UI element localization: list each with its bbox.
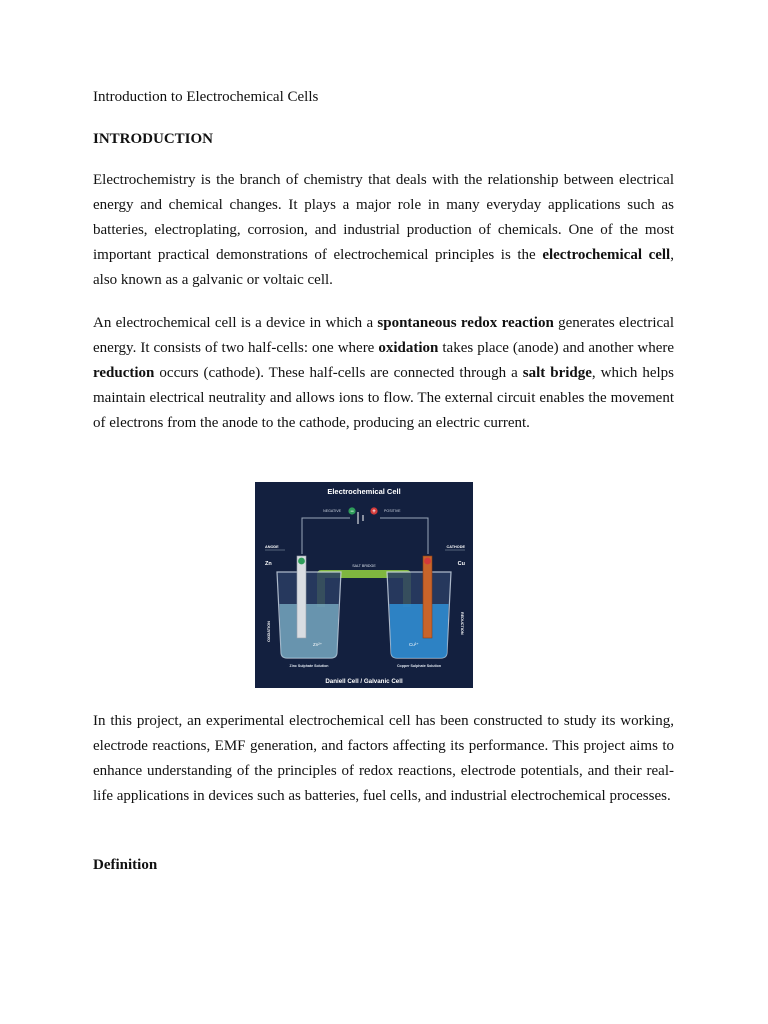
salt-bridge-label: SALT BRIDGE xyxy=(352,564,376,568)
copper-electrode xyxy=(423,556,432,638)
electrochemical-cell-diagram xyxy=(255,482,473,688)
right-solution-label: Copper Sulphate Solution xyxy=(396,664,442,668)
positive-label: POSITIVE xyxy=(384,509,401,513)
oxidation-label: OXIDATION xyxy=(267,621,271,642)
figure-caption: Daniell Cell / Galvanic Cell xyxy=(325,678,403,685)
cu-ion-label: Cu²⁺ xyxy=(409,642,419,647)
bold-salt-bridge: salt bridge xyxy=(522,365,592,381)
electrochemical-cell-figure xyxy=(255,482,473,688)
document-title: Introduction to Electrochemical Cells xyxy=(93,89,319,105)
zinc-electrode xyxy=(297,556,306,638)
heading-introduction: INTRODUCTION xyxy=(93,131,214,147)
electrode-negative-icon xyxy=(298,558,305,565)
paragraph-2 xyxy=(93,311,674,436)
paragraph-1-bold: electrochemical cell xyxy=(542,247,671,263)
bold-spontaneous-redox: spontaneous redox reaction xyxy=(377,315,554,331)
paragraph-3: In this project, an experimental electrochemical cell has been constructed to study its working, electrode reactions, EMF generation, and factors affecting its performance. This project aims to enhance understanding of the principles of redox reactions, electrode potentials, and their real-life applications in devices such as batteries, fuel cells, and industrial electrochemical processes. xyxy=(93,713,674,804)
minus-sign: − xyxy=(350,509,354,515)
left-solution-label: Zinc Sulphate Solution xyxy=(289,664,329,668)
zn-label: Zn xyxy=(265,561,272,567)
zn-ion-label: Zn²⁺ xyxy=(313,642,323,647)
cu-label: Cu xyxy=(457,561,465,567)
paragraph-1-text-end: , also known as a galvanic or voltaic cell. xyxy=(93,247,674,288)
plus-sign: + xyxy=(372,509,376,516)
paragraph-2-text: occurs (cathode). These half-cells are connected through a xyxy=(154,365,523,381)
paragraph-2-text: generates electrical energy. It consists of two half-cells: one where xyxy=(93,315,674,356)
reduction-label: REDUCTION xyxy=(460,612,464,635)
wire-left xyxy=(302,518,350,554)
right-solution xyxy=(390,604,449,658)
paragraph-2-text: takes place (anode) and another where xyxy=(438,340,675,356)
bold-reduction: reduction xyxy=(93,365,155,381)
paragraph-2-text: An electrochemical cell is a device in which a xyxy=(93,315,378,331)
wire-right xyxy=(380,518,428,554)
bold-oxidation: oxidation xyxy=(378,340,439,356)
anode-label: ANODE xyxy=(265,545,279,549)
electrode-positive-icon xyxy=(424,558,431,565)
paragraph-2-text: , which helps maintain electrical neutrality and allows ions to flow. The external circuit enables the movement of electrons from the anode to the cathode, producing an electric current. xyxy=(93,365,674,431)
negative-label: NEGATIVE xyxy=(323,509,341,513)
paragraph-1 xyxy=(93,168,674,293)
cathode-label: CATHODE xyxy=(446,545,465,549)
figure-title: Electrochemical Cell xyxy=(327,487,401,496)
paragraph-1-text: Electrochemistry is the branch of chemistry that deals with the relationship between electrical energy and chemical changes. It plays a major role in many everyday applications such as batteries, electroplating, corrosion, and industrial production of chemicals. One of the most important practical demonstrations of electrochemical principles is the xyxy=(93,172,674,263)
heading-definition: Definition xyxy=(93,857,158,873)
left-solution xyxy=(280,604,339,658)
